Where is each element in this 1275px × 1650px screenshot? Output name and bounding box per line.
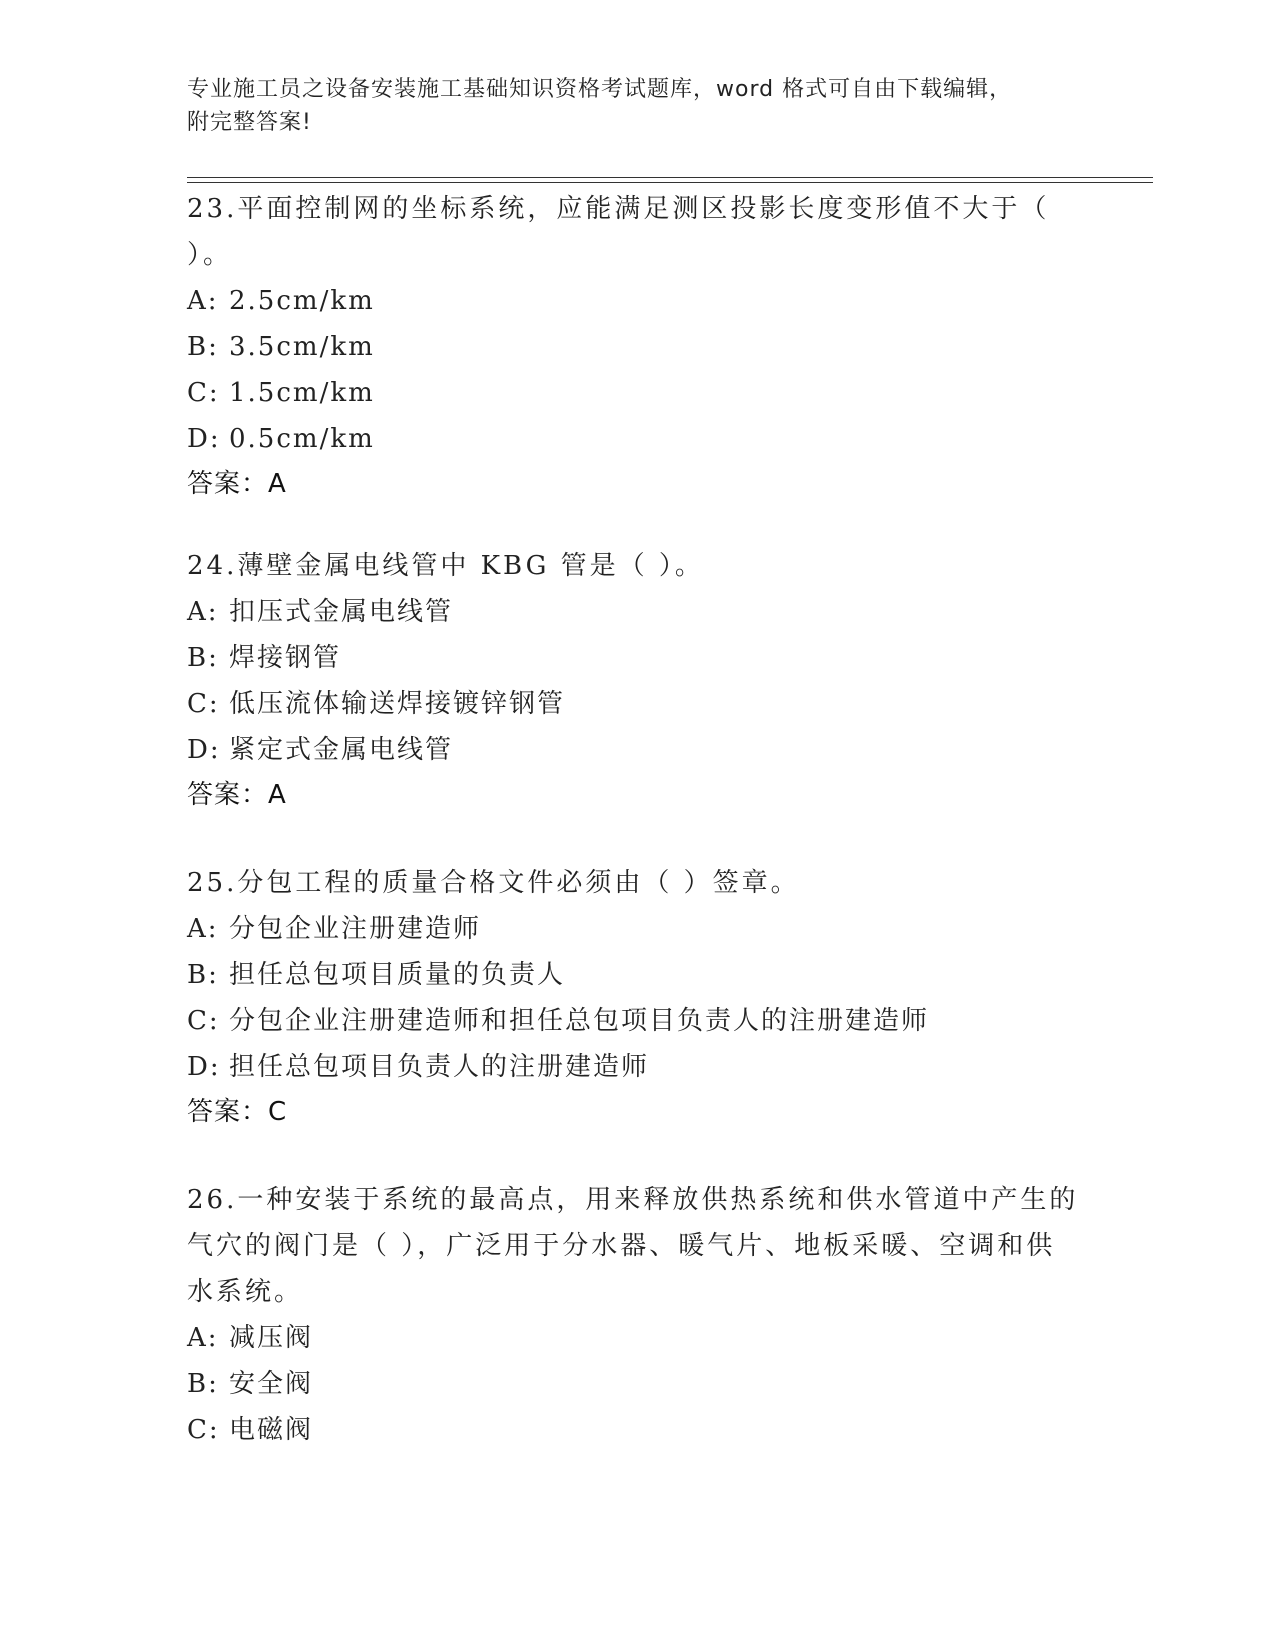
option-b: B: 焊接钢管 (187, 643, 342, 673)
option-c: C: 1.5cm/km (187, 378, 375, 408)
document-header (187, 73, 1087, 139)
option-d: D: 紧定式金属电线管 (187, 735, 454, 765)
option-d: D: 担任总包项目负责人的注册建造师 (187, 1052, 650, 1082)
option-b: B: 安全阀 (187, 1369, 314, 1399)
question-26 (187, 1177, 1087, 1453)
answer-label: 答案：A (187, 469, 287, 499)
question-23 (187, 186, 1087, 506)
header-divider-bottom (187, 182, 1153, 183)
option-a: A: 扣压式金属电线管 (187, 597, 454, 627)
question-stem: 23.平面控制网的坐标系统，应能满足测区投影长度变形值不大于（ ）。 (187, 194, 1050, 270)
header-line-2: 附完整答案! (187, 110, 312, 135)
header-line-1: 专业施工员之设备安装施工基础知识资格考试题库，word 格式可自由下载编辑， (187, 77, 1013, 102)
question-stem: 26.一种安装于系统的最高点，用来释放供热系统和供水管道中产生的 气穴的阀门是（ ），广泛用于分水器、暖气片、地板采暖、空调和供 水系统。 (187, 1185, 1079, 1307)
option-a: A: 减压阀 (187, 1323, 314, 1353)
answer-label: 答案：A (187, 780, 287, 810)
question-24 (187, 543, 1087, 817)
option-c: C: 低压流体输送焊接镀锌钢管 (187, 689, 566, 719)
question-25 (187, 860, 1087, 1134)
option-c: C: 电磁阀 (187, 1415, 314, 1445)
option-a: A: 2.5cm/km (187, 286, 375, 316)
option-c: C: 分包企业注册建造师和担任总包项目负责人的注册建造师 (187, 1006, 930, 1036)
question-stem: 24.薄壁金属电线管中 KBG 管是（ ）。 (187, 551, 704, 581)
answer-label: 答案：C (187, 1097, 288, 1127)
option-b: B: 3.5cm/km (187, 332, 375, 362)
option-b: B: 担任总包项目质量的负责人 (187, 960, 566, 990)
option-d: D: 0.5cm/km (187, 424, 375, 454)
option-a: A: 分包企业注册建造师 (187, 914, 482, 944)
question-stem: 25.分包工程的质量合格文件必须由（ ）签章。 (187, 868, 800, 898)
header-divider-top (187, 177, 1153, 178)
